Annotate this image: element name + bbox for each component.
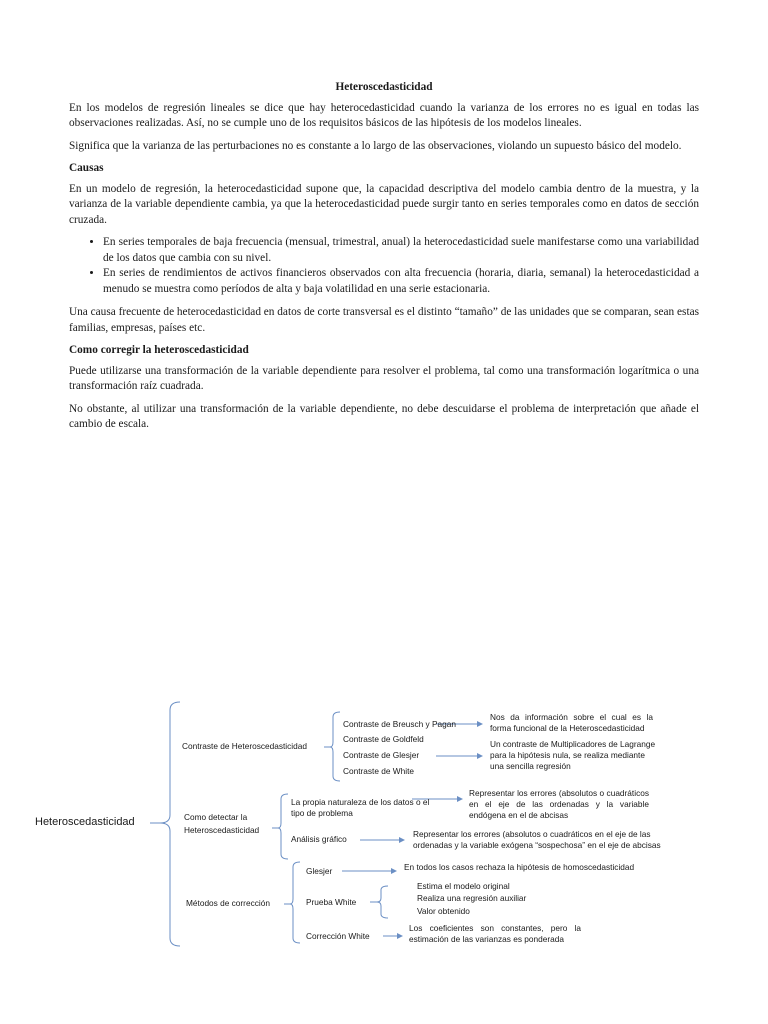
concept-diagram [0, 690, 768, 960]
diagram-root: Heteroscedasticidad [35, 816, 135, 828]
causas-paragraph-2: Una causa frecuente de heterocedasticidad en datos de corte transversal es el distinto “tamaño” de las unidades que se comparan, sean estas familias, empresas, países etc. [69, 306, 699, 334]
list-item: • En series de rendimientos de activos financieros observados con alta frecuencia (horaria, diaria, semanal) la heterocedasticidad a menudo se muestra como períodos de alta y baja volatilidad en una serie estacionaria. [103, 266, 699, 297]
white-step: Valor obtenido [417, 906, 470, 916]
detectar-label: Heteroscedasticidad [184, 825, 260, 835]
contraste-item: Contraste de Glesjer [343, 750, 420, 760]
contraste-note: Nos da información sobre el cual es la forma funcional de la Heteroscedasticidad [490, 712, 653, 733]
contraste-bracket [330, 712, 340, 781]
metodos-bracket [290, 862, 300, 943]
contraste-item: Contraste de White [343, 766, 415, 776]
detectar-item: Análisis gráfico [291, 834, 347, 844]
corregir-heading: Como corregir la heteroscedasticidad [69, 344, 249, 356]
metodos-correccion: Corrección White [306, 931, 370, 941]
detectar-item: La propia naturaleza de los datos o el tipo de problema [291, 797, 430, 818]
white-steps-bracket [377, 886, 388, 918]
contraste-item: Contraste de Breusch y Pagan [343, 719, 456, 729]
detectar-bracket [278, 794, 288, 859]
detectar-note: Representar los errores (absolutos o cuadráticos en el eje de las ordenadas y la variable endógena en el de abcisas [469, 788, 649, 820]
intro-paragraph: En los modelos de regresión lineales se dice que hay heterocedasticidad cuando la varianza de los errores no es igual en todas las observaciones realizadas. Así, no se cumple uno de los requisitos básicos de las hipótesis de los modelos lineales. [69, 101, 699, 129]
detectar-note: Representar los errores (absolutos o cuadráticos en el eje de las ordenadas y la variable exógena “sospechosa” en el eje de abcisas [413, 829, 661, 850]
document-body [69, 80, 699, 440]
contraste-item: Contraste de Goldfeld [343, 734, 424, 744]
intro-paragraph: Significa que la varianza de las perturbaciones no es constante a lo largo de las observaciones, violando un supuesto básico del modelo. [69, 139, 682, 152]
contraste-label: Contraste de Heteroscedasticidad [182, 741, 307, 751]
corregir-paragraph: Puede utilizarse una transformación de la variable dependiente para resolver el problema, tal como una transformación logarítmica o una transformación raíz cuadrada. [69, 364, 699, 392]
white-step: Realiza una regresión auxiliar [417, 893, 527, 903]
corregir-paragraph: No obstante, al utilizar una transformación de la variable dependiente, no debe descuidarse el problema de interpretación que añade el cambio de escala. [69, 402, 699, 430]
detectar-label: Como detectar la [184, 812, 248, 822]
list-item: • En series temporales de baja frecuencia (mensual, trimestral, anual) la heterocedasticidad suele manifestarse como una variabilidad de los datos que cambia con su nivel. [103, 235, 699, 266]
causas-paragraph: En un modelo de regresión, la heterocedasticidad supone que, la capacidad descriptiva del modelo cambia dentro de la muestra, y la varianza de la variable dependiente cambia, ya que la heterocedasticidad puede surgir tanto en series temporales como en datos de sección cruzada. [69, 182, 699, 226]
causas-list [69, 235, 699, 297]
white-step: Estima el modelo original [417, 881, 510, 891]
metodos-glesjer-note: En todos los casos rechaza la hipótesis de homoscedasticidad [404, 862, 635, 872]
metodos-white: Prueba White [306, 897, 357, 907]
metodos-glesjer: Glesjer [306, 866, 333, 876]
causas-heading: Causas [69, 162, 104, 174]
metodos-correccion-note: Los coeficientes son constantes, pero la estimación de las varianzas es ponderada [409, 923, 581, 944]
metodos-label: Métodos de corrección [186, 898, 270, 908]
document-title: Heteroscedasticidad [335, 81, 433, 93]
contraste-note: Un contraste de Multiplicadores de Lagrange para la hipótesis nula, se realiza mediante una sencilla regresión [490, 739, 656, 771]
root-bracket [160, 702, 180, 946]
